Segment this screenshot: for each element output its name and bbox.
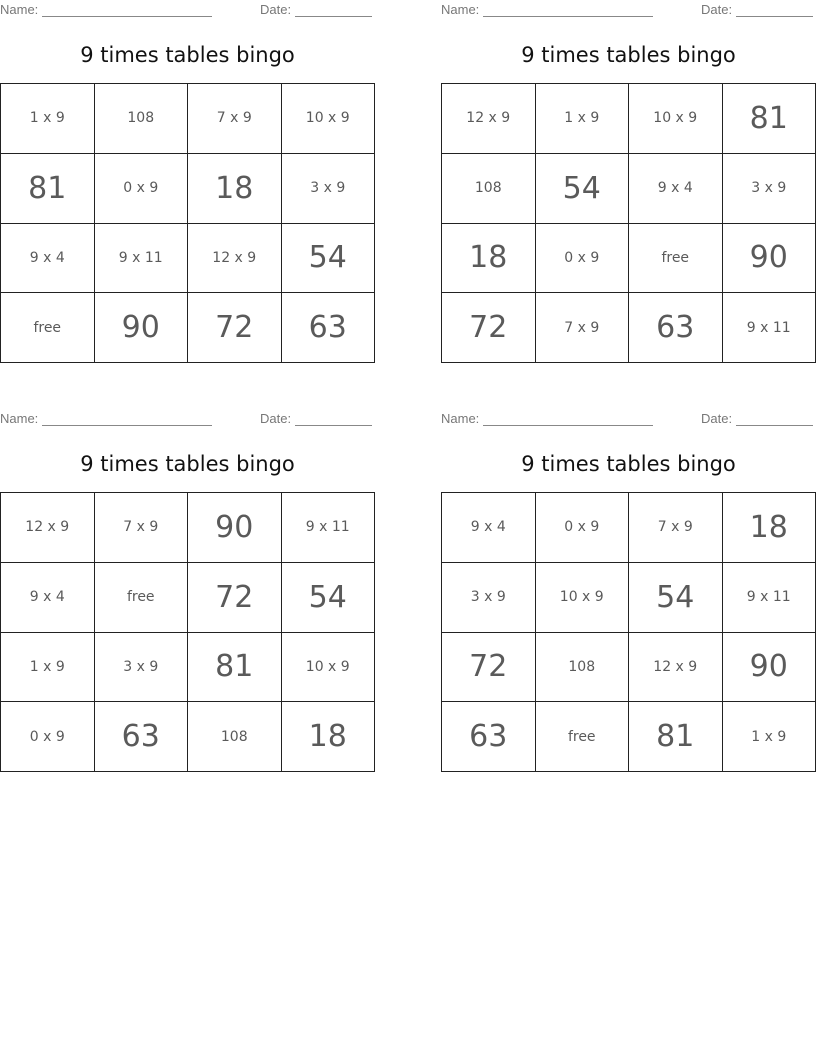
bingo-cell: 1 x 9 [536, 84, 630, 154]
bingo-cell: 7 x 9 [629, 493, 723, 563]
bingo-cell: 63 [282, 293, 376, 363]
date-line [260, 411, 372, 426]
bingo-cell: 3 x 9 [442, 563, 536, 633]
bingo-grid [441, 492, 816, 772]
name-blank [483, 2, 653, 17]
bingo-cell: 9 x 4 [1, 224, 95, 294]
bingo-cell: free [536, 702, 630, 772]
bingo-cell: 54 [282, 563, 376, 633]
bingo-cell: 10 x 9 [629, 84, 723, 154]
bingo-cell: 0 x 9 [95, 154, 189, 224]
bingo-cell: 9 x 11 [723, 563, 816, 633]
bingo-cell: 18 [723, 493, 816, 563]
bingo-cell: 10 x 9 [282, 84, 376, 154]
bingo-cell: 108 [188, 702, 282, 772]
bingo-cell: 54 [282, 224, 376, 294]
bingo-cell: 81 [723, 84, 816, 154]
bingo-cell: 9 x 4 [1, 563, 95, 633]
date-line [260, 2, 372, 17]
bingo-cell: 7 x 9 [95, 493, 189, 563]
bingo-cell: 12 x 9 [442, 84, 536, 154]
name-line [0, 2, 212, 17]
name-line [441, 411, 653, 426]
bingo-cell: 90 [188, 493, 282, 563]
name-label: Name: [441, 2, 480, 17]
bingo-cell: 63 [442, 702, 536, 772]
date-blank [295, 2, 372, 17]
name-line [0, 411, 212, 426]
bingo-card [0, 0, 375, 375]
bingo-cell: 12 x 9 [1, 493, 95, 563]
bingo-cell: 9 x 4 [629, 154, 723, 224]
bingo-grid [0, 83, 375, 363]
bingo-card [441, 0, 816, 375]
bingo-cell: 3 x 9 [95, 633, 189, 703]
bingo-cell: 72 [188, 293, 282, 363]
bingo-cell: 10 x 9 [536, 563, 630, 633]
bingo-cell: 1 x 9 [723, 702, 816, 772]
bingo-cell: 63 [95, 702, 189, 772]
bingo-cell: 10 x 9 [282, 633, 376, 703]
bingo-cell: 3 x 9 [282, 154, 376, 224]
card-title: 9 times tables bingo [80, 452, 295, 476]
bingo-cell: 9 x 11 [282, 493, 376, 563]
bingo-cell: 54 [629, 563, 723, 633]
card-header [0, 409, 375, 429]
bingo-card [0, 409, 375, 784]
bingo-cell: 108 [536, 633, 630, 703]
bingo-grid [441, 83, 816, 363]
name-blank [483, 411, 653, 426]
name-label: Name: [0, 2, 39, 17]
bingo-cell: 81 [629, 702, 723, 772]
card-title: 9 times tables bingo [521, 43, 736, 67]
bingo-cell: 72 [442, 293, 536, 363]
bingo-cell: 72 [188, 563, 282, 633]
bingo-cell: 90 [723, 224, 816, 294]
bingo-card [441, 409, 816, 784]
date-line [701, 411, 813, 426]
bingo-cell: 90 [95, 293, 189, 363]
date-label: Date: [701, 411, 733, 426]
bingo-cell: 63 [629, 293, 723, 363]
bingo-cell: 12 x 9 [629, 633, 723, 703]
bingo-cell: free [95, 563, 189, 633]
bingo-cell: 108 [95, 84, 189, 154]
bingo-cell: 9 x 11 [95, 224, 189, 294]
date-blank [736, 411, 813, 426]
bingo-cell: 0 x 9 [536, 493, 630, 563]
bingo-cell: free [629, 224, 723, 294]
card-title: 9 times tables bingo [80, 43, 295, 67]
name-blank [42, 411, 212, 426]
bingo-cell: 9 x 11 [723, 293, 816, 363]
bingo-cell: 1 x 9 [1, 84, 95, 154]
bingo-cell: 3 x 9 [723, 154, 816, 224]
bingo-cell: 81 [1, 154, 95, 224]
bingo-grid [0, 492, 375, 772]
bingo-cell: 81 [188, 633, 282, 703]
date-line [701, 2, 813, 17]
bingo-cell: 18 [188, 154, 282, 224]
name-label: Name: [441, 411, 480, 426]
bingo-cell: 90 [723, 633, 816, 703]
name-line [441, 2, 653, 17]
card-header [441, 0, 816, 20]
date-blank [295, 411, 372, 426]
name-blank [42, 2, 212, 17]
bingo-cell: 1 x 9 [1, 633, 95, 703]
bingo-cell: 72 [442, 633, 536, 703]
bingo-cell: 18 [282, 702, 376, 772]
bingo-cell: 18 [442, 224, 536, 294]
bingo-cell: 108 [442, 154, 536, 224]
bingo-cell: 12 x 9 [188, 224, 282, 294]
card-header [0, 0, 375, 20]
bingo-cell: 9 x 4 [442, 493, 536, 563]
date-blank [736, 2, 813, 17]
date-label: Date: [260, 411, 292, 426]
name-label: Name: [0, 411, 39, 426]
date-label: Date: [701, 2, 733, 17]
bingo-cell: 0 x 9 [1, 702, 95, 772]
bingo-cell: 7 x 9 [188, 84, 282, 154]
card-header [441, 409, 816, 429]
bingo-cell: 54 [536, 154, 630, 224]
card-title: 9 times tables bingo [521, 452, 736, 476]
bingo-cell: 7 x 9 [536, 293, 630, 363]
date-label: Date: [260, 2, 292, 17]
bingo-cell: 0 x 9 [536, 224, 630, 294]
bingo-cell: free [1, 293, 95, 363]
